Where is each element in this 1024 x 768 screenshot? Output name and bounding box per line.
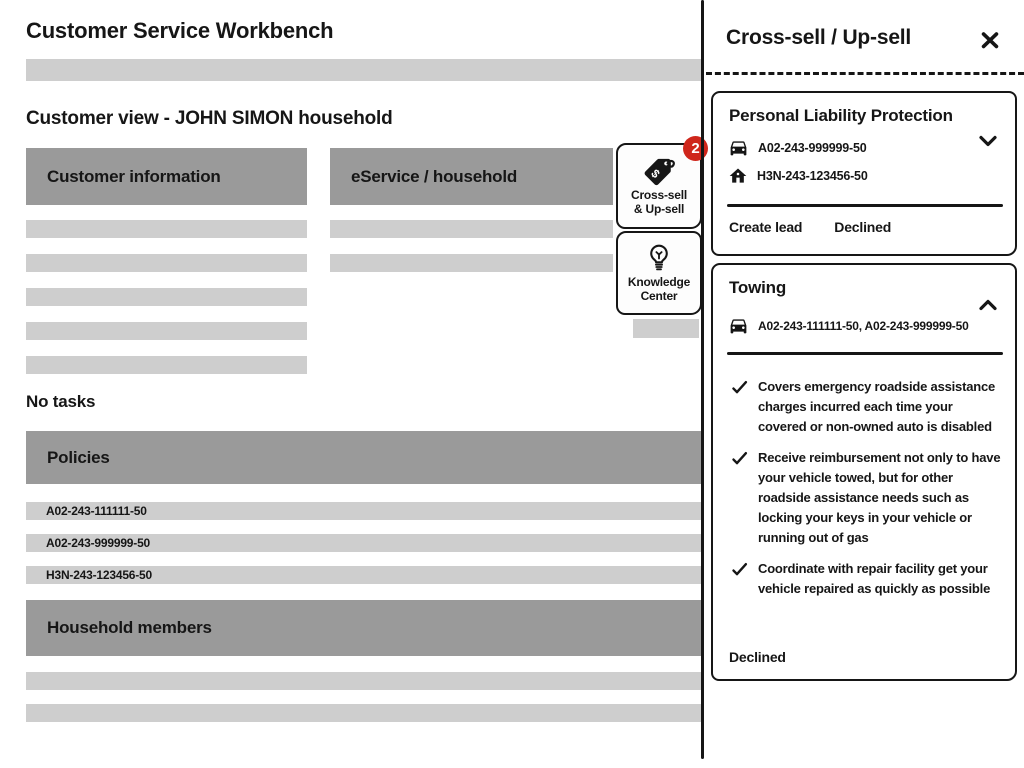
policy-number: A02-243-999999-50	[758, 140, 867, 155]
customer-information-label: Customer information	[47, 166, 221, 186]
close-icon[interactable]	[979, 29, 1001, 51]
benefit-item	[731, 448, 1001, 548]
placeholder-bar	[26, 322, 307, 340]
placeholder-bar	[330, 220, 613, 238]
no-tasks-label: No tasks	[26, 392, 96, 411]
car-icon	[728, 137, 749, 158]
policy-row[interactable]: H3N-243-123456-50	[26, 566, 703, 584]
declined-button[interactable]: Declined	[834, 219, 892, 235]
card-divider-line	[727, 352, 1003, 355]
house-icon	[728, 166, 748, 186]
customer-information-header	[26, 148, 307, 205]
create-lead-button[interactable]: Create lead	[729, 219, 803, 235]
customer-view-heading: Customer view - JOHN SIMON household	[26, 108, 393, 129]
price-tag-icon	[642, 156, 676, 188]
benefit-item	[731, 559, 1001, 599]
policy-line	[728, 166, 868, 186]
page-title: Customer Service Workbench	[26, 18, 334, 43]
benefit-text: Covers emergency roadside assistance charges incurred each time your covered or non-owned auto is disabled	[758, 379, 996, 434]
checkmark-icon	[731, 379, 748, 396]
cross-sell-button-label-line2: & Up-sell	[633, 202, 685, 216]
benefit-text: Receive reimbursement not only to have your vehicle towed, but for other roadside assistance needs such as locking your keys in your vehicle or running out of gas	[758, 450, 1001, 545]
lightbulb-icon	[644, 243, 674, 275]
policy-number: H3N-243-123456-50	[757, 169, 868, 183]
car-icon	[728, 315, 749, 336]
card-divider-line	[727, 204, 1003, 207]
notification-badge: 2	[683, 136, 708, 161]
policies-label: Policies	[47, 447, 110, 467]
chevron-up-icon[interactable]	[976, 293, 1000, 317]
benefit-text: Coordinate with repair facility get your vehicle repaired as quickly as possible	[758, 561, 991, 596]
cross-sell-upsell-button[interactable]	[616, 140, 702, 229]
panel-divider-line	[701, 0, 704, 759]
policy-row[interactable]: A02-243-999999-50	[26, 534, 703, 552]
placeholder-bar	[26, 672, 703, 690]
household-members-header	[26, 600, 703, 656]
offer-card-title: Towing	[729, 278, 787, 297]
placeholder-bar	[26, 254, 307, 272]
placeholder-bar	[26, 356, 307, 374]
placeholder-bar	[26, 220, 307, 238]
chevron-down-icon[interactable]	[976, 129, 1000, 153]
policy-line	[728, 315, 969, 336]
policies-header	[26, 431, 703, 484]
checkmark-icon	[731, 561, 748, 578]
offer-card-personal-liability	[711, 91, 1017, 256]
panel-title: Cross-sell / Up-sell	[726, 26, 912, 49]
offer-card-title: Personal Liability Protection	[729, 106, 953, 125]
policy-number: A02-243-111111-50, A02-243-999999-50	[758, 318, 969, 333]
placeholder-bar	[26, 288, 307, 306]
knowledge-center-label-line2: Center	[640, 289, 678, 303]
dashed-separator	[706, 72, 1024, 75]
eservice-household-header	[330, 148, 613, 205]
household-members-label: Household members	[47, 618, 212, 637]
placeholder-bar	[330, 254, 613, 272]
placeholder-bar	[26, 704, 703, 722]
policy-line	[728, 137, 867, 158]
knowledge-center-button[interactable]	[616, 231, 702, 315]
checkmark-icon	[731, 450, 748, 467]
offer-card-towing	[711, 263, 1017, 681]
benefit-item	[731, 377, 1001, 437]
content-placeholder-bar	[633, 319, 699, 338]
cross-sell-button-label-line1: Cross-sell	[630, 188, 688, 202]
toolbar-placeholder-bar	[26, 59, 703, 81]
eservice-household-label: eService / household	[351, 166, 518, 186]
knowledge-center-label-line1: Knowledge	[627, 275, 691, 289]
policy-row[interactable]: A02-243-111111-50	[26, 502, 703, 520]
declined-button[interactable]: Declined	[729, 649, 786, 665]
benefits-list	[731, 377, 1001, 610]
dollar-glyph: $	[648, 167, 662, 181]
